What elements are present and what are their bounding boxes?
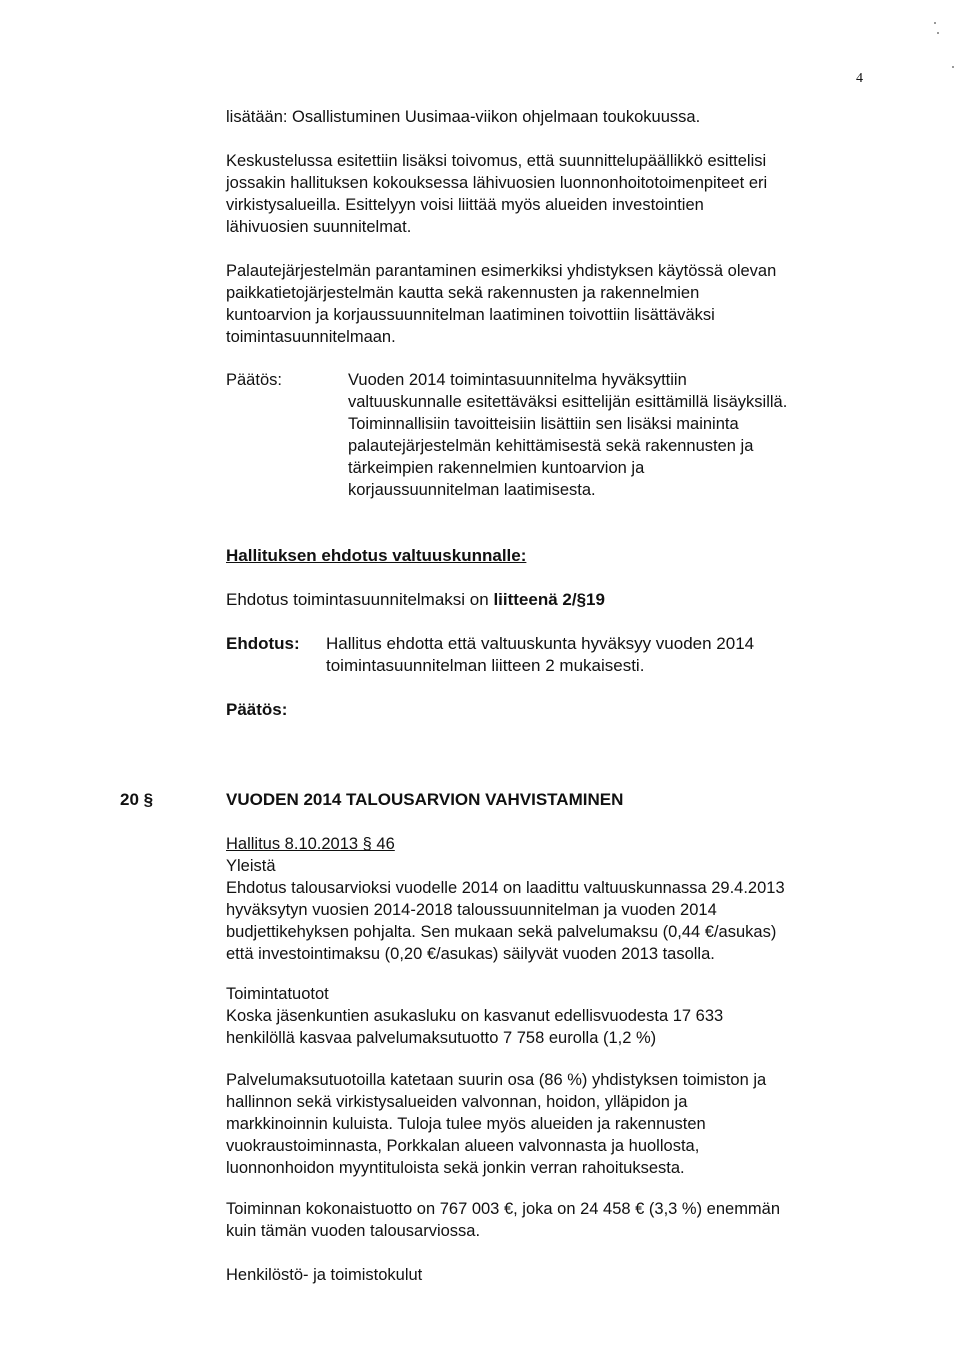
decision-text: Vuoden 2014 toimintasuunnitelma hyväksyttiin valtuuskunnalle esitettäväksi esittelijän esittämillä lisäyksillä. Toiminnallisiin tavoitteisiin lisättiin sen lisäksi maininta palautejärjestelmän kehittämisestä sekä rakennusten ja tärkeimpien rakennelmien kuntoarvion ja korjaussuunnitelman laatimisesta.	[348, 371, 788, 499]
proposal-attachment-line: Ehdotus toimintasuunnitelmaksi on liitteenä 2/§19	[226, 590, 605, 609]
personnel-heading: Henkilöstö- ja toimistokulut	[226, 1266, 423, 1284]
paragraph-feedback-system: Palautejärjestelmän parantaminen esimerkiksi yhdistyksen käytössä olevan paikkatietojärjestelmän kautta sekä rakennusten ja rakennelmien kuntoarvion ja korjaussuunnitelman laatiminen toivottiin lisättäväksi toimintasuunnitelmaan.	[226, 262, 777, 346]
section-number: 20 §	[120, 790, 154, 809]
proposal-text: Hallitus ehdotta että valtuuskunta hyväksyy vuoden 2014 toimintasuunnitelman liitteen 2 mukaisesti.	[326, 634, 755, 675]
proposal-label: Ehdotus:	[226, 634, 300, 653]
paragraph-discussion: Keskustelussa esitettiin lisäksi toivomus, että suunnittelupäällikkö esittelisi jossakin hallituksen kokouksessa lähivuosien luonnonhoitotoimenpiteet eri virkistysalueilla. Esittelyyn voisi liittää myös alueiden investointien lähivuosien suunnitelmat.	[226, 152, 768, 236]
board-proposal-heading: Hallituksen ehdotus valtuuskunnalle:	[226, 546, 527, 565]
decision-label: Päätös:	[226, 371, 282, 389]
section-title: VUODEN 2014 TALOUSARVION VAHVISTAMINEN	[226, 790, 624, 809]
section-reference-block: Hallitus 8.10.2013 § 46 Yleistä Ehdotus talousarvioksi vuodelle 2014 on laadittu valtuuskunnassa 29.4.2013 hyväksytyn vuosien 2014-2018 taloussuunnitelman ja vuoden 2014 budjettikehyksen pohjalta. Sen mukaan sekä palvelumaksu (0,44 €/asukas) että investointimaksu (0,20 €/asukas) säilyvät vuoden 2013 tasolla.	[226, 833, 886, 965]
scan-speck	[937, 32, 939, 34]
intro-line: lisätään: Osallistuminen Uusimaa-viikon ohjelmaan toukokuussa.	[226, 108, 701, 126]
scan-speck	[952, 66, 954, 68]
section-reference: Hallitus 8.10.2013 § 46	[226, 835, 395, 853]
revenue-heading: Toimintatuotot	[226, 985, 329, 1003]
board-decision-label: Päätös:	[226, 700, 288, 719]
page-number: 4	[856, 71, 863, 86]
total-revenue-paragraph: Toiminnan kokonaistuotto on 767 003 €, joka on 24 458 € (3,3 %) enemmän kuin tämän vuoden talousarviossa.	[226, 1200, 781, 1240]
general-heading: Yleistä	[226, 857, 276, 875]
fee-paragraph: Palvelumaksutuotoilla katetaan suurin osa (86 %) yhdistyksen toimiston ja hallinnon sekä virkistysalueiden valvonnan, hoidon, ylläpidon ja markkinoinnin kuluista. Tuloja tulee myös alueiden ja rakennusten vuokraustoiminnasta, Porkkalan alueen valvonnasta ja huollosta, luonnonhoidon myyntituloista sekä jonkin verran rahoituksesta.	[226, 1071, 767, 1177]
revenue-block: Toimintatuotot Koska jäsenkuntien asukasluku on kasvanut edellisvuodesta 17 633 henkilöllä kasvaa palvelumaksutuotto 7 758 eurolla (1,2 %)	[226, 983, 886, 1049]
scan-speck	[934, 22, 936, 24]
